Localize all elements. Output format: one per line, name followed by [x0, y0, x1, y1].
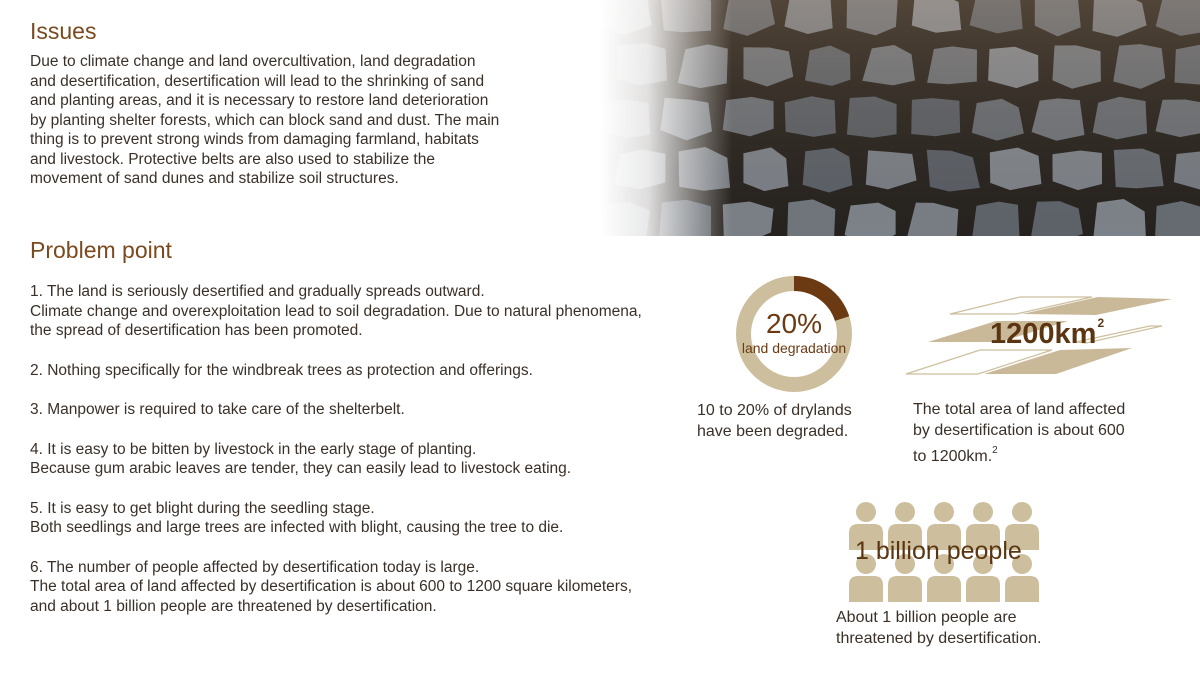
problem-item — [30, 282, 650, 341]
problem-item — [30, 400, 650, 420]
area-caption-sup: 2 — [992, 445, 998, 456]
donut-label: land degradation — [741, 340, 847, 356]
issues-text — [30, 52, 590, 189]
problem-item-title: 3. Manpower is required to take care of the shelterbelt. — [30, 401, 405, 418]
cracked-earth-image — [600, 0, 1200, 236]
area-caption-line: The total area of land affected — [913, 401, 1126, 418]
issues-heading: Issues — [30, 18, 97, 44]
problem-list — [30, 282, 650, 636]
problem-heading: Problem point — [30, 237, 172, 263]
problem-item-detail: Climate change and overexploitation lead to soil degradation. Due to natural phenomena, the spread of desertification has been promoted. — [30, 302, 642, 339]
problem-item — [30, 440, 650, 479]
area-caption — [913, 400, 1125, 468]
degradation-caption-line: have been degraded. — [697, 422, 849, 440]
issues-line: Due to climate change and land overcultivation, land degradation — [30, 53, 476, 70]
issues-line: and desertification, desertification will lead to the shrinking of sand — [30, 72, 485, 90]
area-value — [990, 316, 1104, 351]
issues-line: by planting shelter forests, which can block sand and dust. The main — [30, 111, 500, 129]
issues-line: and planting areas, and it is necessary to restore land deterioration — [30, 92, 489, 109]
issues-line: and livestock. Protective belts are also used to stabilize the — [30, 150, 435, 168]
people-caption — [836, 608, 1041, 649]
problem-item-detail: The total area of land affected by desertification is about 600 to 1200 square kilometers, and about 1 billion people are threatened by desertification. — [30, 578, 633, 615]
people-label: 1 billion people — [855, 537, 1022, 565]
problem-item — [30, 361, 650, 381]
problem-item — [30, 558, 650, 617]
issues-line: thing is to prevent strong winds from damaging farmland, habitats — [30, 131, 479, 148]
problem-item-title: 4. It is easy to be bitten by livestock in the early stage of planting. — [30, 440, 477, 458]
issues-line: movement of sand dunes and stabilize soil structures. — [30, 170, 399, 187]
area-value-sup: 2 — [1097, 316, 1105, 330]
degradation-caption-line: 10 to 20% of drylands — [697, 402, 852, 419]
area-caption-line: to 1200km.$^2$ — [913, 445, 998, 465]
problem-item-title: 5. It is easy to get blight during the seedling stage. — [30, 499, 375, 517]
problem-item-title: 2. Nothing specifically for the windbreak trees as protection and offerings. — [30, 361, 533, 379]
people-caption-line: About 1 billion people are — [836, 609, 1017, 626]
problem-item — [30, 499, 650, 538]
degradation-caption — [697, 401, 852, 442]
problem-item-detail: Because gum arabic leaves are tender, they can easily lead to livestock eating. — [30, 460, 572, 477]
problem-item-title: 6. The number of people affected by desertification today is large. — [30, 558, 480, 576]
problem-item-title: 1. The land is seriously desertified and gradually spreads outward. — [30, 283, 485, 300]
problem-item-detail: Both seedlings and large trees are infected with blight, causing the tree to die. — [30, 519, 564, 536]
people-caption-line: threatened by desertification. — [836, 629, 1042, 647]
area-value-text: 1200km — [990, 318, 1097, 350]
donut-percent: 20% — [765, 308, 823, 339]
area-caption-line: by desertification is about 600 — [913, 421, 1125, 439]
